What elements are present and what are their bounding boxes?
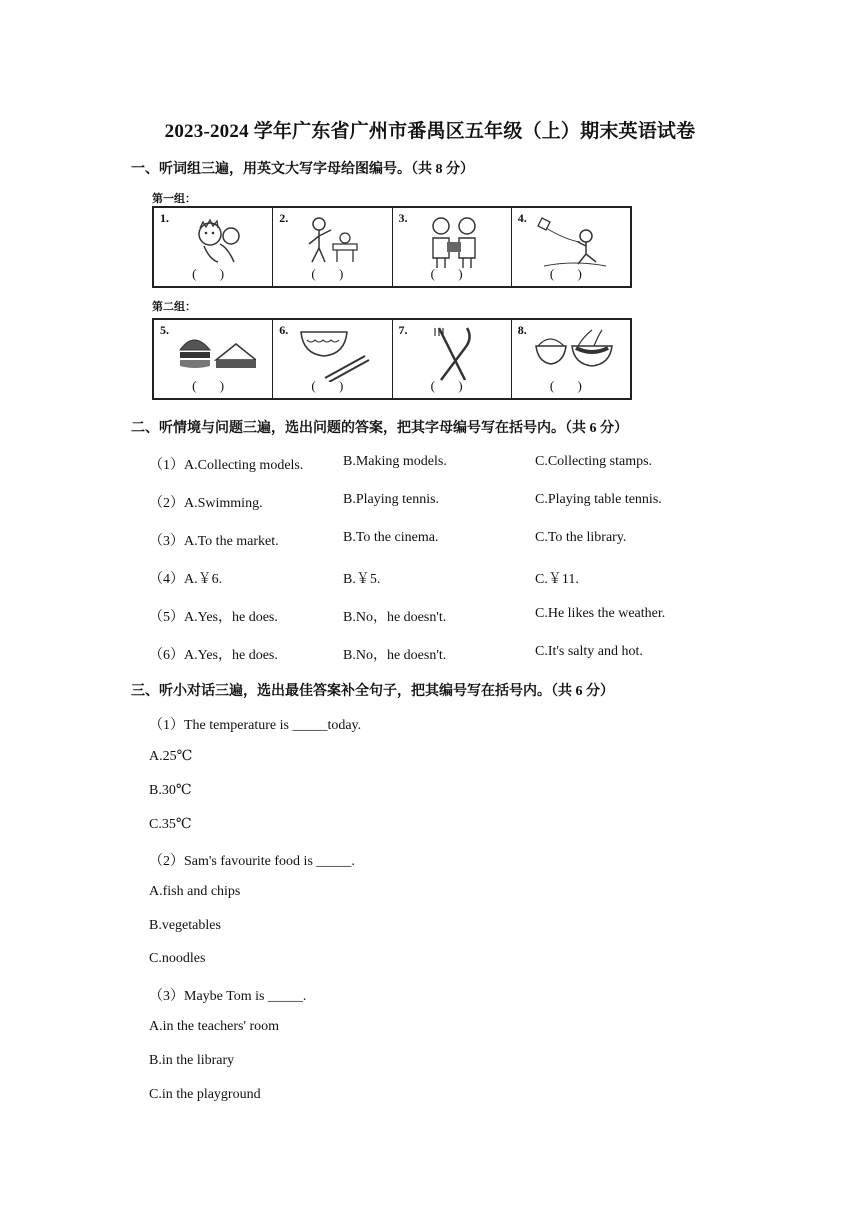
option-c: C.He likes the weather.	[535, 606, 666, 621]
question-text: （1）The temperature is _____today.	[149, 718, 362, 733]
option-b: B.No，he doesn't.	[343, 610, 447, 625]
children-painting-picture	[295, 214, 375, 270]
answer-blank[interactable]: ( )	[311, 266, 354, 281]
knife-fork-picture	[415, 326, 495, 382]
picture-number: 5.	[160, 323, 169, 337]
boy-flying-kite-picture	[534, 214, 614, 270]
section-3-heading: 三、听小对话三遍，选出最佳答案补全句子，把其编号写在括号内。（共 6 分）	[131, 684, 614, 699]
answer-option: C.35℃	[149, 817, 192, 832]
picture-cell-3	[393, 208, 512, 286]
hamburger-sandwich-picture	[176, 326, 256, 382]
option-a: （4）A.￥6.	[149, 572, 223, 587]
option-b: B.No，he doesn't.	[343, 648, 447, 663]
answer-blank[interactable]: ( )	[192, 378, 235, 393]
picture-cell-2	[273, 208, 392, 286]
group-1-label: 第一组：	[152, 193, 196, 205]
answer-option: A.in the teachers' room	[149, 1019, 280, 1034]
answer-option: A.25℃	[149, 749, 193, 764]
bowl-chopsticks-picture	[295, 326, 375, 382]
answer-option: C.noodles	[149, 951, 206, 966]
picture-grid-group-2	[152, 318, 632, 400]
answer-blank[interactable]: ( )	[549, 378, 592, 393]
answer-option: B.30℃	[149, 783, 192, 798]
picture-cell-1	[154, 208, 273, 286]
picture-cell-8	[512, 320, 630, 398]
answer-blank[interactable]: ( )	[430, 378, 473, 393]
option-b: B.To the cinema.	[343, 530, 439, 545]
option-c: C.Playing table tennis.	[535, 492, 662, 507]
answer-blank[interactable]: ( )	[430, 266, 473, 281]
answer-blank[interactable]: ( )	[549, 266, 592, 281]
option-b: B.Playing tennis.	[343, 492, 440, 507]
picture-number: 6.	[279, 323, 289, 337]
picture-number: 3.	[398, 211, 408, 225]
page-title: 2023-2024 学年广东省广州市番禺区五年级（上）期末英语试卷	[164, 121, 696, 142]
question-text: （2）Sam's favourite food is _____.	[149, 854, 355, 869]
children-with-models-picture	[415, 214, 495, 270]
picture-number: 7.	[398, 323, 408, 337]
picture-number: 4.	[517, 211, 527, 225]
option-c: C.Collecting stamps.	[535, 454, 653, 469]
option-c: C.To the library.	[535, 530, 627, 545]
picture-cell-7	[393, 320, 512, 398]
option-b: B.￥5.	[343, 572, 381, 587]
option-b: B.Making models.	[343, 454, 447, 469]
option-a: （3）A.To the market.	[149, 534, 279, 549]
picture-number: 8.	[517, 323, 527, 337]
picture-grid-group-1	[152, 206, 632, 288]
option-a: （1）A.Collecting models.	[149, 458, 304, 473]
answer-option: A.fish and chips	[149, 884, 241, 899]
section-2-heading: 二、听情境与问题三遍，选出问题的答案，把其字母编号写在括号内。（共 6 分）	[131, 421, 628, 436]
question-text: （3）Maybe Tom is _____.	[149, 989, 307, 1004]
answer-option: B.vegetables	[149, 918, 221, 933]
rice-noodles-picture	[534, 326, 614, 382]
option-a: （6）A.Yes，he does.	[149, 648, 278, 663]
children-hugging-picture	[176, 214, 256, 270]
section-1-heading: 一、听词组三遍，用英文大写字母给图编号。（共 8 分）	[131, 162, 474, 177]
picture-cell-4	[512, 208, 630, 286]
answer-blank[interactable]: ( )	[192, 266, 235, 281]
picture-cell-6	[273, 320, 392, 398]
picture-number: 1.	[160, 211, 169, 225]
picture-number: 2.	[279, 211, 289, 225]
option-c: C.￥11.	[535, 572, 579, 587]
answer-option: B.in the library	[149, 1053, 235, 1068]
answer-option: C.in the playground	[149, 1087, 261, 1102]
answer-blank[interactable]: ( )	[311, 378, 354, 393]
option-a: （2）A.Swimming.	[149, 496, 263, 511]
picture-cell-5	[154, 320, 273, 398]
option-c: C.It's salty and hot.	[535, 644, 643, 659]
group-2-label: 第二组：	[152, 301, 196, 313]
option-a: （5）A.Yes，he does.	[149, 610, 278, 625]
